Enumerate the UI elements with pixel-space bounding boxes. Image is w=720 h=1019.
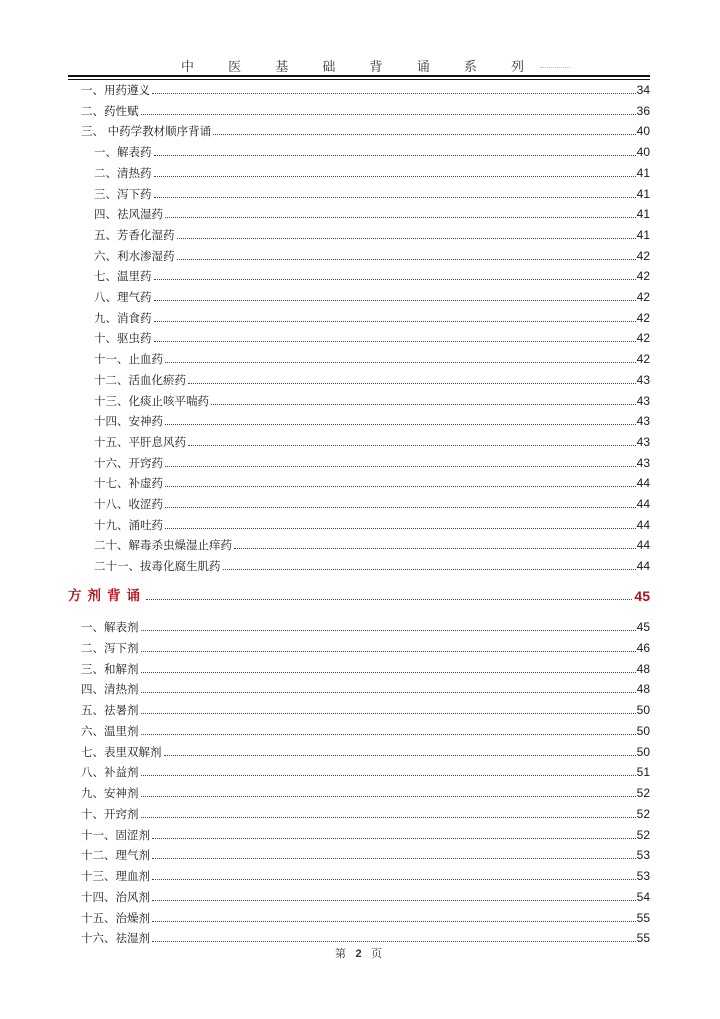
toc-entry[interactable] — [81, 907, 650, 925]
footer-suffix: 页 — [371, 947, 386, 960]
toc-entry-page-number: 43 — [636, 455, 650, 470]
toc-entry-page-number: 51 — [636, 765, 650, 780]
toc-entry[interactable] — [94, 472, 650, 490]
toc-entry-label: 十二、理气剂 — [81, 848, 150, 863]
toc-entry-page-number: 44 — [636, 559, 650, 574]
toc-entry-label: 九、安神剂 — [81, 786, 139, 800]
dot-leader — [152, 838, 636, 839]
toc-entry[interactable] — [81, 120, 650, 138]
toc-entry-label: 十、开窍剂 — [81, 806, 139, 821]
dot-leader — [146, 599, 632, 600]
toc-entry[interactable] — [94, 183, 650, 201]
toc-entry[interactable] — [94, 452, 650, 470]
toc-entry[interactable] — [94, 203, 650, 221]
toc-entry-page-number: 52 — [636, 806, 650, 821]
toc-entry[interactable] — [94, 410, 650, 428]
toc-entry[interactable] — [81, 865, 650, 883]
toc-entry[interactable] — [94, 141, 650, 159]
dot-leader — [152, 921, 636, 922]
dot-leader — [152, 879, 636, 880]
toc-entry-label: 二、泻下剂 — [81, 640, 139, 655]
dot-leader — [165, 424, 636, 425]
dot-leader — [154, 341, 636, 342]
toc-section-formulas[interactable] — [68, 584, 650, 604]
toc-entry-label: 二、清热药 — [94, 165, 152, 180]
toc-entry-label: 十六、开窍药 — [94, 455, 163, 470]
toc-entry-page-number: 43 — [636, 434, 650, 449]
toc-entry[interactable] — [81, 741, 650, 759]
toc-entry-page-number: 52 — [636, 827, 650, 842]
toc-entry-page-number: 42 — [636, 269, 650, 284]
toc-entry-page-number: 53 — [636, 848, 650, 863]
toc-entry-label: 八、补益剂 — [81, 765, 139, 780]
toc-entry-page-number: 44 — [636, 476, 650, 491]
dot-leader — [188, 383, 636, 384]
toc-entry-label: 三、泻下药 — [94, 186, 152, 201]
toc-entry-label: 三、 中药学教材顺序背诵 — [81, 124, 212, 139]
dot-leader — [152, 900, 636, 901]
toc-entry[interactable] — [94, 369, 650, 387]
toc-entry[interactable] — [94, 286, 650, 304]
dot-leader — [141, 796, 636, 797]
toc-entry[interactable] — [81, 658, 650, 676]
dot-leader — [141, 713, 636, 714]
toc-entry-page-number: 36 — [636, 103, 650, 118]
dot-leader — [234, 548, 636, 549]
toc-entry-page-number: 50 — [636, 703, 650, 717]
dot-leader — [165, 528, 636, 529]
section-label: 方剂背诵 — [68, 588, 146, 604]
toc-entry-label: 二十一、拔毒化腐生肌药 — [94, 559, 221, 574]
toc-entry-page-number: 44 — [636, 497, 650, 511]
toc-entry-label: 十五、平肝息风药 — [94, 434, 186, 449]
header-rule-thick — [68, 75, 650, 77]
toc-entry[interactable] — [94, 245, 650, 263]
dot-leader — [141, 775, 636, 776]
toc-entry[interactable] — [81, 782, 650, 800]
toc-entry-page-number: 41 — [636, 227, 650, 242]
toc-entry-page-number: 34 — [636, 83, 650, 97]
dot-leader — [165, 466, 636, 467]
toc-entry[interactable] — [81, 761, 650, 779]
dot-leader — [141, 114, 636, 115]
toc-entry-label: 八、理气药 — [94, 290, 152, 304]
toc-entry-page-number: 44 — [636, 517, 650, 532]
toc-entry-label: 五、芳香化湿药 — [94, 227, 175, 242]
dot-leader — [152, 858, 636, 859]
footer-prefix: 第 — [334, 947, 349, 960]
dot-leader — [213, 134, 635, 135]
dot-leader — [154, 155, 636, 156]
toc-entry[interactable] — [81, 886, 650, 904]
toc-entry-page-number: 41 — [636, 207, 650, 222]
toc-entry-page-number: 43 — [636, 393, 650, 408]
dot-leader — [211, 404, 636, 405]
toc-entry-page-number: 55 — [636, 931, 650, 946]
toc-entry-page-number: 43 — [636, 372, 650, 387]
toc-entry-label: 四、祛风湿药 — [94, 207, 163, 222]
dot-leader — [164, 755, 636, 756]
toc-entry[interactable] — [94, 307, 650, 325]
toc-entry[interactable] — [94, 431, 650, 449]
toc-entry[interactable] — [81, 79, 650, 97]
toc-entry[interactable] — [81, 699, 650, 717]
toc-entry-page-number: 54 — [636, 889, 650, 904]
toc-entry[interactable] — [81, 824, 650, 842]
dot-leader — [188, 445, 636, 446]
toc-entry-label: 十一、止血药 — [94, 352, 163, 367]
footer-page-number: 2 — [355, 948, 365, 960]
toc-entry[interactable] — [94, 555, 650, 573]
toc-entry-label: 六、温里剂 — [81, 723, 139, 738]
toc-entry[interactable] — [94, 224, 650, 242]
toc-entry-label: 一、解表药 — [94, 145, 152, 160]
toc-entry-label: 十五、治燥剂 — [81, 910, 150, 925]
toc-entry-label: 一、用药遵义 — [81, 83, 150, 97]
toc-entry-label: 十八、收涩药 — [94, 497, 163, 511]
dot-leader — [177, 238, 636, 239]
toc-entry-label: 七、温里药 — [94, 269, 152, 284]
dot-leader — [154, 300, 636, 301]
dot-leader — [165, 507, 636, 508]
toc-entry-page-number: 48 — [636, 661, 650, 676]
toc-entry-page-number: 44 — [636, 538, 650, 553]
dot-leader — [152, 941, 636, 942]
toc-entry-page-number: 50 — [636, 723, 650, 738]
toc-entry-page-number: 40 — [636, 145, 650, 160]
toc-entry-label: 九、消食药 — [94, 310, 152, 325]
toc-entry-page-number: 42 — [636, 310, 650, 325]
toc-entry-page-number: 46 — [636, 640, 650, 655]
toc-entry-label: 十七、补虚药 — [94, 476, 163, 491]
toc-entry[interactable] — [81, 927, 650, 945]
toc-entry-page-number: 48 — [636, 682, 650, 697]
toc-entry-label: 五、祛暑剂 — [81, 703, 139, 717]
toc-entry-label: 二、药性赋 — [81, 103, 139, 118]
toc-entry-page-number: 45 — [636, 620, 650, 634]
toc-entry[interactable] — [94, 162, 650, 180]
toc-entry-page-number: 55 — [636, 910, 650, 925]
dot-leader — [154, 176, 636, 177]
toc-entry[interactable] — [81, 803, 650, 821]
dot-leader — [141, 651, 636, 652]
toc-entry-label: 六、利水渗湿药 — [94, 248, 175, 263]
toc-entry[interactable] — [94, 493, 650, 511]
toc-entry-label: 十三、化痰止咳平喘药 — [94, 393, 209, 408]
toc-entry[interactable] — [94, 265, 650, 283]
toc-entry-label: 四、清热剂 — [81, 682, 139, 697]
toc-entry-label: 十三、理血剂 — [81, 869, 150, 883]
toc-entry[interactable] — [81, 678, 650, 696]
toc-entry-page-number: 53 — [636, 869, 650, 883]
toc-entry-label: 二十、解毒杀虫燥湿止痒药 — [94, 538, 232, 553]
dot-leader — [152, 93, 636, 94]
toc-entry-page-number: 52 — [636, 786, 650, 800]
dot-leader — [165, 486, 636, 487]
toc-entry-label: 七、表里双解剂 — [81, 744, 162, 759]
dot-leader — [141, 672, 636, 673]
toc-entry[interactable] — [94, 348, 650, 366]
dot-leader — [154, 279, 636, 280]
toc-entry-label: 十四、治风剂 — [81, 889, 150, 904]
dot-leader — [154, 197, 636, 198]
toc-entry[interactable] — [94, 390, 650, 408]
toc-entry-label: 十四、安神药 — [94, 414, 163, 429]
toc-entry-page-number: 41 — [636, 186, 650, 201]
toc-entry-label: 十二、活血化瘀药 — [94, 372, 186, 387]
dot-leader — [223, 569, 636, 570]
dot-leader — [177, 259, 636, 260]
toc-entry[interactable] — [81, 616, 650, 634]
toc-entry[interactable] — [81, 637, 650, 655]
toc-entry-page-number: 40 — [636, 124, 650, 139]
page-footer — [0, 945, 720, 961]
toc-entry-page-number: 43 — [636, 414, 650, 429]
toc-entry[interactable] — [94, 514, 650, 532]
toc-entry[interactable] — [81, 844, 650, 862]
toc-entry-page-number: 41 — [636, 165, 650, 180]
section-page-number: 45 — [634, 588, 650, 604]
toc-entry-label: 十一、固涩剂 — [81, 827, 150, 842]
dot-leader — [141, 630, 636, 631]
toc-entry-page-number: 42 — [636, 331, 650, 346]
toc-entry-label: 一、解表剂 — [81, 620, 139, 634]
dot-leader — [141, 692, 636, 693]
toc-entry-page-number: 42 — [636, 290, 650, 304]
dot-leader — [141, 734, 636, 735]
toc-entry-label: 十九、涌吐药 — [94, 517, 163, 532]
header-title: 中 医 基 础 背 诵 系 列 — [181, 60, 539, 75]
dot-leader — [141, 817, 636, 818]
toc-entry[interactable] — [81, 100, 650, 118]
toc-entry-page-number: 42 — [636, 352, 650, 367]
dot-leader — [165, 362, 636, 363]
toc-entry[interactable] — [81, 720, 650, 738]
toc-entry[interactable] — [94, 327, 650, 345]
toc-entry-page-number: 50 — [636, 744, 650, 759]
toc-entry-label: 十六、祛湿剂 — [81, 931, 150, 946]
dot-leader — [165, 217, 636, 218]
toc-entry-page-number: 42 — [636, 248, 650, 263]
toc-entry[interactable] — [94, 534, 650, 552]
toc-entry-label: 三、和解剂 — [81, 661, 139, 676]
toc-entry-label: 十、驱虫药 — [94, 331, 152, 346]
dot-leader — [154, 321, 636, 322]
header-mark — [540, 67, 570, 70]
